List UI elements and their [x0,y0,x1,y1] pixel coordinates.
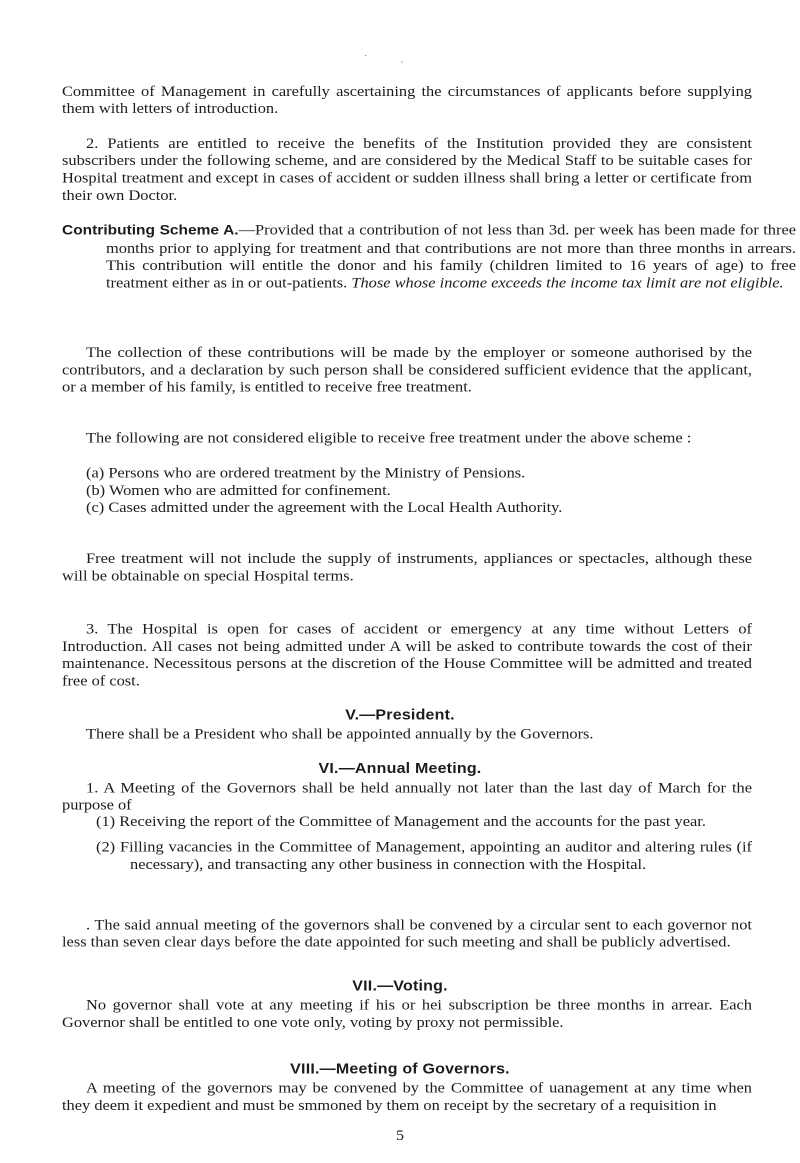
exclusion-list [62,464,752,516]
list-item: (b) Women who are admitted for confinement. [86,481,391,499]
list-item: (a) Persons who are ordered treatment by the Ministry of Pensions. [86,463,526,482]
rule-3-paragraph: 3. The Hospital is open for cases of accident or emergency at any time without Letters of Introduction. All cases not being admitted under A will be asked to contribute towards the cost of their maintenance. Necessitous persons at the discretion of the House Committee will be admitted and treated free of cost. [62,619,752,690]
list-item: (c) Cases admitted under the agreement with the Local Health Authority. [86,498,563,516]
section-vii-heading: VII.—Voting. [352,978,448,995]
not-eligible-intro: The following are not considered eligible to receive free treatment under the above scheme : [86,429,692,447]
section-v-heading: V.—President. [345,707,455,723]
meeting-of-governors-paragraph: A meeting of the governors may be convened by the Committee of uanagement at any time when they deem it expedient and must be smmoned by them on receipt by the secretary of a requisition in [62,1079,752,1114]
contributing-scheme-paragraph [62,221,796,291]
contributing-scheme-text: —Provided that a contribution of not less than 3d. per week has been made for three months prior to applying for treatment and that contributions are not more than three months in arrears. This contribution will entitle the donor and his family (children limited to 16 years of age) to free treatment either as in or out-patients. [106,220,796,292]
convening-paragraph: . The said annual meeting of the governors shall be convened by a circular sent to each governor not less than seven clear days before the date appointed for such meeting and shall be publicly advertised. [62,915,752,951]
rule-2-paragraph: 2. Patients are entitled to receive the benefits of the Institution provided they are consistent subscribers under the following scheme, and are considered by the Medical Staff to be suitable cases for Hospital treatment and except in cases of accident or sudden illness shall bring a letter or certificate from their own Doctor. [62,134,752,204]
president-paragraph: There shall be a President who shall be appointed annually by the Governors. [86,724,594,743]
print-speck: ' [401,60,403,71]
intro-paragraph: Committee of Management in carefully ascertaining the circumstances of applicants before supplying them with letters of introduction. [62,82,752,117]
list-item: (2) Filling vacancies in the Committee of Management, appointing an auditor and altering rules (if necessary), and transacting any other business in connection with the Hospital. [96,838,752,873]
section-vi-heading: VI.—Annual Meeting. [318,761,482,777]
meeting-purpose-list [62,812,752,872]
free-treatment-paragraph: Free treatment will not include the supply of instruments, appliances or spectacles, although these will be obtainable on special Hospital terms. [62,549,752,585]
print-speck: · [364,51,368,62]
page-number: 5 [396,1128,404,1144]
contributing-scheme-heading: Contributing Scheme A. [62,222,239,239]
collection-paragraph: The collection of these contributions will be made by the employer or someone authorised by the contributors, and a declaration by such person shall be considered sufficient evidence that the applicant, or a member of his family, is entitled to receive free treatment. [62,343,752,396]
income-limit-note: Those whose income exceeds the income tax limit are not eligible. [351,273,784,292]
annual-meeting-paragraph: 1. A Meeting of the Governors shall be held annually not later than the last day of March for the purpose of [62,778,752,814]
list-item: (1) Receiving the report of the Committee of Management and the accounts for the past year. [96,812,706,830]
section-viii-heading: VIII.—Meeting of Governors. [290,1061,510,1078]
voting-paragraph: No governor shall vote at any meeting if his or hei subscription be three months in arrear. Each Governor shall be entitled to one vote only, voting by proxy not permissible. [62,995,752,1031]
